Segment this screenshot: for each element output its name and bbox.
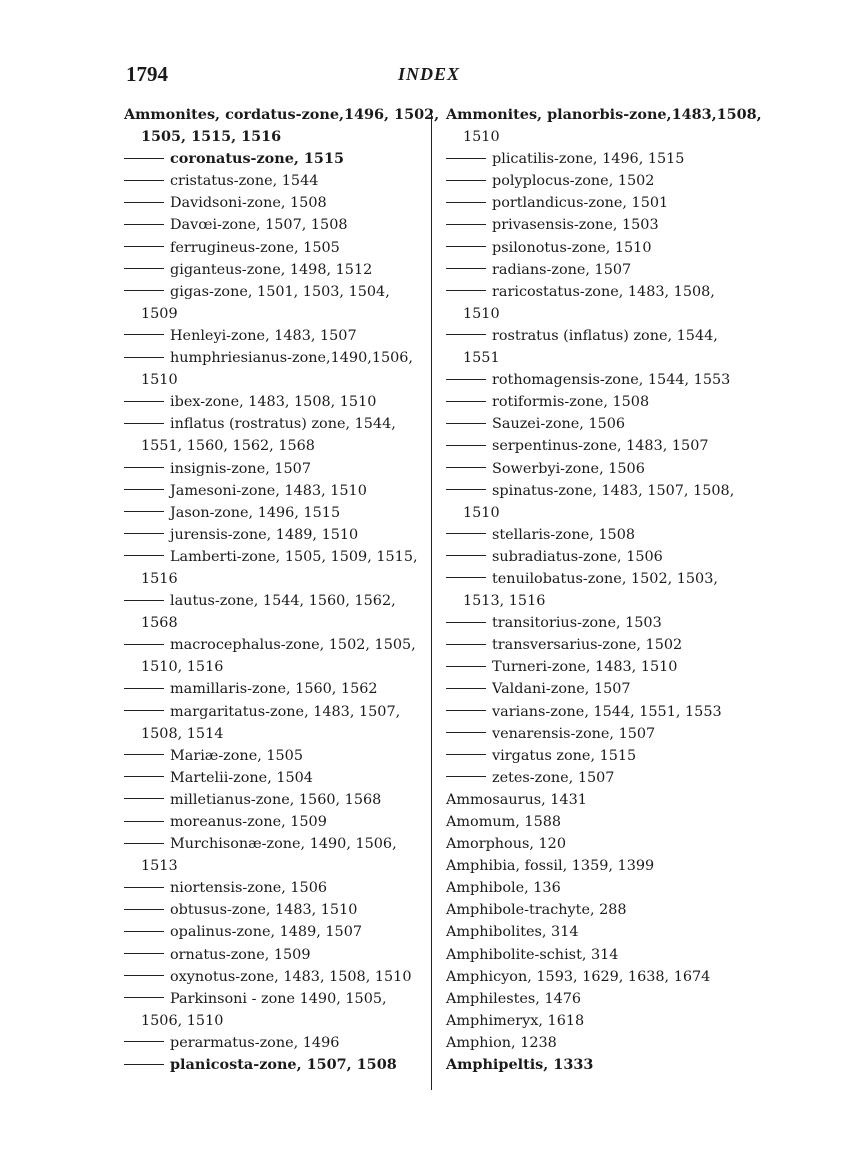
ditto-dash — [124, 644, 164, 645]
entry-text: giganteus-zone, 1498, 1512 — [170, 261, 373, 278]
ditto-dash — [446, 423, 486, 424]
ditto-dash — [124, 887, 164, 888]
ditto-dash — [446, 622, 486, 623]
page-header — [126, 62, 746, 88]
index-subentry — [124, 678, 419, 700]
entry-text: Valdani-zone, 1507 — [492, 681, 631, 698]
entry-text: Ammonites, planorbis-zone,1483,1508, — [446, 106, 762, 123]
index-entry — [446, 966, 742, 988]
entry-text: privasensis-zone, 1503 — [492, 217, 659, 234]
entry-text: 1508, 1514 — [141, 725, 224, 742]
entry-text: inflatus (rostratus) zone, 1544, — [170, 416, 396, 433]
index-subentry — [446, 656, 742, 678]
index-subentry — [124, 745, 419, 767]
index-subentry — [124, 480, 419, 502]
ditto-dash — [446, 379, 486, 380]
index-subentry — [124, 701, 419, 723]
entry-text: Amphibolite-schist, 314 — [446, 946, 619, 963]
entry-text: 1506, 1510 — [141, 1012, 224, 1029]
index-subentry — [124, 988, 419, 1010]
ditto-dash — [446, 489, 486, 490]
index-subentry — [446, 214, 742, 236]
entry-text: radians-zone, 1507 — [492, 261, 632, 278]
entry-text: ferrugineus-zone, 1505 — [170, 239, 340, 256]
ditto-dash — [446, 158, 486, 159]
ditto-dash — [446, 555, 486, 556]
index-entry — [446, 877, 742, 899]
index-subentry — [124, 966, 419, 988]
ditto-dash — [124, 1041, 164, 1042]
index-subentry — [446, 678, 742, 700]
index-entry — [446, 833, 742, 855]
entry-text: Parkinsoni - zone 1490, 1505, — [170, 990, 387, 1007]
entry-text: opalinus-zone, 1489, 1507 — [170, 924, 363, 941]
entry-text: gigas-zone, 1501, 1503, 1504, — [170, 283, 390, 300]
entry-text: mamillaris-zone, 1560, 1562 — [170, 681, 378, 698]
entry-text: Amphibole-trachyte, 288 — [446, 902, 627, 919]
ditto-dash — [124, 754, 164, 755]
entry-text: transitorius-zone, 1503 — [492, 615, 662, 632]
index-subentry — [124, 877, 419, 899]
entry-text: milletianus-zone, 1560, 1568 — [170, 791, 382, 808]
entry-text: rotiformis-zone, 1508 — [492, 394, 650, 411]
index-subentry — [124, 811, 419, 833]
index-entry — [446, 104, 762, 126]
index-subentry — [446, 391, 742, 413]
index-subentry — [124, 214, 419, 236]
index-continuation — [124, 855, 419, 877]
entry-text: Amphion, 1238 — [446, 1034, 557, 1051]
ditto-dash — [446, 268, 486, 269]
index-continuation — [124, 568, 419, 590]
entry-text: 1551, 1560, 1562, 1568 — [141, 438, 315, 455]
ditto-dash — [124, 158, 164, 159]
ditto-dash — [124, 688, 164, 689]
entry-text: Davœi-zone, 1507, 1508 — [170, 217, 348, 234]
entry-text: Amomum, 1588 — [446, 814, 562, 830]
entry-text: Murchisonæ-zone, 1490, 1506, — [170, 836, 397, 853]
index-subentry — [124, 148, 419, 170]
index-subentry — [446, 767, 742, 789]
entry-text: Amphibolites, 314 — [446, 924, 579, 941]
entry-text: 1510 — [463, 305, 500, 322]
index-subentry — [446, 192, 742, 214]
ditto-dash — [446, 666, 486, 667]
ditto-dash — [446, 688, 486, 689]
index-subentry — [124, 944, 419, 966]
index-subentry — [124, 281, 419, 303]
index-subentry — [446, 458, 742, 480]
index-subentry — [124, 170, 419, 192]
ditto-dash — [446, 401, 486, 402]
index-subentry — [446, 148, 742, 170]
ditto-dash — [124, 555, 164, 556]
ditto-dash — [124, 533, 164, 534]
index-subentry — [124, 546, 419, 568]
ditto-dash — [124, 821, 164, 822]
index-continuation — [124, 656, 419, 678]
entry-text: venarensis-zone, 1507 — [492, 725, 656, 742]
entry-text: perarmatus-zone, 1496 — [170, 1034, 340, 1051]
index-entry — [446, 944, 742, 966]
index-entry — [124, 104, 440, 126]
ditto-dash — [124, 975, 164, 976]
index-column-right — [446, 104, 762, 1076]
entry-text: 1551 — [463, 350, 500, 367]
ditto-dash — [124, 710, 164, 711]
index-subentry — [124, 634, 419, 656]
index-subentry — [446, 325, 742, 347]
entry-text: portlandicus-zone, 1501 — [492, 195, 669, 212]
entry-text: subradiatus-zone, 1506 — [492, 548, 663, 565]
index-continuation — [124, 369, 419, 391]
entry-text: Lamberti-zone, 1505, 1509, 1515, — [170, 548, 418, 565]
entry-text: rostratus (inflatus) zone, 1544, — [492, 327, 718, 344]
entry-text: 1505, 1515, 1516 — [141, 128, 282, 146]
entry-text: Ammosaurus, 1431 — [446, 791, 587, 808]
ditto-dash — [446, 754, 486, 755]
ditto-dash — [124, 180, 164, 181]
entry-text: polyplocus-zone, 1502 — [492, 173, 655, 190]
index-continuation — [124, 723, 419, 745]
index-subentry — [124, 391, 419, 413]
entry-text: Davidsoni-zone, 1508 — [170, 195, 327, 212]
entry-text: ibex-zone, 1483, 1508, 1510 — [170, 394, 377, 411]
index-subentry — [446, 634, 742, 656]
index-subentry — [124, 237, 419, 259]
entry-text: 1510 — [463, 504, 500, 521]
ditto-dash — [124, 290, 164, 291]
ditto-dash — [446, 776, 486, 777]
entry-text: Amphimeryx, 1618 — [446, 1012, 585, 1029]
entry-text: virgatus zone, 1515 — [492, 747, 637, 764]
index-subentry — [446, 546, 742, 568]
entry-text: rothomagensis-zone, 1544, 1553 — [492, 372, 731, 389]
index-subentry — [446, 568, 742, 590]
ditto-dash — [446, 467, 486, 468]
ditto-dash — [124, 467, 164, 468]
index-continuation — [446, 590, 742, 612]
ditto-dash — [446, 246, 486, 247]
entry-text: moreanus-zone, 1509 — [170, 814, 327, 830]
entry-text: raricostatus-zone, 1483, 1508, — [492, 283, 715, 300]
entry-text: obtusus-zone, 1483, 1510 — [170, 902, 358, 919]
entry-text: Ammonites, cordatus-zone,1496, 1502, — [124, 106, 440, 123]
entry-text: lautus-zone, 1544, 1560, 1562, — [170, 593, 396, 610]
entry-text: insignis-zone, 1507 — [170, 460, 311, 477]
index-continuation — [124, 1010, 419, 1032]
entry-text: 1510, 1516 — [141, 659, 224, 676]
ditto-dash — [124, 489, 164, 490]
index-subentry — [124, 767, 419, 789]
index-continuation — [124, 435, 419, 457]
index-subentry — [446, 369, 742, 391]
ditto-dash — [446, 644, 486, 645]
entry-text: Sowerbyi-zone, 1506 — [492, 460, 645, 477]
ditto-dash — [446, 290, 486, 291]
index-continuation — [446, 347, 742, 369]
entry-text: jurensis-zone, 1489, 1510 — [170, 526, 359, 543]
entry-text: stellaris-zone, 1508 — [492, 526, 635, 543]
index-subentry — [446, 170, 742, 192]
index-entry — [446, 988, 742, 1010]
entry-text: 1510 — [463, 129, 500, 146]
ditto-dash — [446, 180, 486, 181]
index-entry — [446, 1032, 742, 1054]
index-column-left — [124, 104, 440, 1076]
entry-text: serpentinus-zone, 1483, 1507 — [492, 438, 709, 455]
entry-text: tenuilobatus-zone, 1502, 1503, — [492, 570, 718, 587]
entry-text: Amphibole, 136 — [446, 880, 561, 897]
entry-text: 1510 — [141, 372, 178, 389]
entry-text: niortensis-zone, 1506 — [170, 880, 328, 897]
column-divider — [431, 112, 432, 1090]
entry-text: 1509 — [141, 305, 178, 322]
index-entry — [446, 921, 742, 943]
index-subentry — [124, 502, 419, 524]
entry-text: cristatus-zone, 1544 — [170, 173, 319, 190]
index-subentry — [124, 590, 419, 612]
index-subentry — [124, 413, 419, 435]
index-continuation — [446, 126, 742, 148]
index-entry — [446, 1010, 742, 1032]
ditto-dash — [446, 732, 486, 733]
index-entry — [446, 899, 742, 921]
ditto-dash — [446, 334, 486, 335]
index-subentry — [446, 524, 742, 546]
page-number: 1794 — [126, 62, 168, 86]
entry-text: Martelii-zone, 1504 — [170, 769, 313, 786]
ditto-dash — [124, 953, 164, 954]
ditto-dash — [446, 533, 486, 534]
index-subentry — [124, 347, 419, 369]
ditto-dash — [124, 776, 164, 777]
index-subentry — [446, 435, 742, 457]
ditto-dash — [124, 798, 164, 799]
entry-text: varians-zone, 1544, 1551, 1553 — [492, 703, 722, 720]
ditto-dash — [446, 710, 486, 711]
entry-text: 1513 — [141, 858, 178, 875]
index-continuation — [124, 612, 419, 634]
index-subentry — [124, 789, 419, 811]
ditto-dash — [124, 334, 164, 335]
ditto-dash — [124, 511, 164, 512]
ditto-dash — [446, 224, 486, 225]
entry-text: humphriesianus-zone,1490,1506, — [170, 350, 414, 367]
entry-text: coronatus-zone, 1515 — [170, 150, 344, 168]
index-continuation — [124, 126, 419, 148]
entry-text: zetes-zone, 1507 — [492, 769, 615, 786]
index-subentry — [446, 612, 742, 634]
entry-text: oxynotus-zone, 1483, 1508, 1510 — [170, 968, 412, 985]
entry-text: Amphilestes, 1476 — [446, 990, 582, 1007]
ditto-dash — [124, 1064, 164, 1065]
index-subentry — [446, 413, 742, 435]
entry-text: planicosta-zone, 1507, 1508 — [170, 1056, 397, 1074]
entry-text: Jason-zone, 1496, 1515 — [170, 504, 341, 521]
ditto-dash — [124, 246, 164, 247]
ditto-dash — [124, 357, 164, 358]
entry-text: ornatus-zone, 1509 — [170, 946, 311, 963]
entry-text: Henleyi-zone, 1483, 1507 — [170, 327, 357, 344]
entry-text: margaritatus-zone, 1483, 1507, — [170, 703, 401, 720]
ditto-dash — [124, 268, 164, 269]
entry-text: Amphipeltis, 1333 — [446, 1056, 594, 1074]
index-entry — [446, 1054, 742, 1076]
index-continuation — [124, 303, 419, 325]
entry-text: Amorphous, 120 — [446, 836, 566, 853]
index-subentry — [124, 899, 419, 921]
entry-text: Sauzei-zone, 1506 — [492, 416, 626, 433]
ditto-dash — [446, 445, 486, 446]
index-subentry — [446, 281, 742, 303]
entry-text: psilonotus-zone, 1510 — [492, 239, 652, 256]
entry-text: Turneri-zone, 1483, 1510 — [492, 659, 678, 676]
ditto-dash — [124, 909, 164, 910]
ditto-dash — [446, 577, 486, 578]
ditto-dash — [124, 843, 164, 844]
index-subentry — [124, 524, 419, 546]
entry-text: spinatus-zone, 1483, 1507, 1508, — [492, 482, 735, 499]
ditto-dash — [124, 202, 164, 203]
index-entry — [446, 789, 742, 811]
entry-text: Amphibia, fossil, 1359, 1399 — [446, 858, 655, 875]
index-subentry — [124, 458, 419, 480]
index-subentry — [124, 1032, 419, 1054]
index-subentry — [124, 1054, 419, 1076]
entry-text: plicatilis-zone, 1496, 1515 — [492, 151, 685, 168]
entry-text: Mariæ-zone, 1505 — [170, 747, 303, 764]
entry-text: 1568 — [141, 615, 178, 632]
index-subentry — [446, 259, 742, 281]
index-subentry — [446, 723, 742, 745]
index-subentry — [446, 701, 742, 723]
ditto-dash — [124, 423, 164, 424]
ditto-dash — [446, 202, 486, 203]
ditto-dash — [124, 401, 164, 402]
index-subentry — [124, 325, 419, 347]
index-subentry — [446, 237, 742, 259]
index-subentry — [124, 833, 419, 855]
entry-text: transversarius-zone, 1502 — [492, 637, 683, 654]
running-head: INDEX — [398, 64, 461, 84]
index-subentry — [124, 921, 419, 943]
ditto-dash — [124, 931, 164, 932]
entry-text: Jamesoni-zone, 1483, 1510 — [170, 482, 367, 499]
index-continuation — [446, 502, 742, 524]
ditto-dash — [124, 224, 164, 225]
index-continuation — [446, 303, 742, 325]
index-subentry — [124, 259, 419, 281]
entry-text: 1513, 1516 — [463, 593, 546, 610]
index-entry — [446, 811, 742, 833]
entry-text: macrocephalus-zone, 1502, 1505, — [170, 637, 416, 654]
index-subentry — [446, 480, 742, 502]
ditto-dash — [124, 997, 164, 998]
index-subentry — [446, 745, 742, 767]
entry-text: Amphicyon, 1593, 1629, 1638, 1674 — [446, 968, 711, 985]
entry-text: 1516 — [141, 570, 178, 587]
index-entry — [446, 855, 742, 877]
ditto-dash — [124, 600, 164, 601]
index-subentry — [124, 192, 419, 214]
